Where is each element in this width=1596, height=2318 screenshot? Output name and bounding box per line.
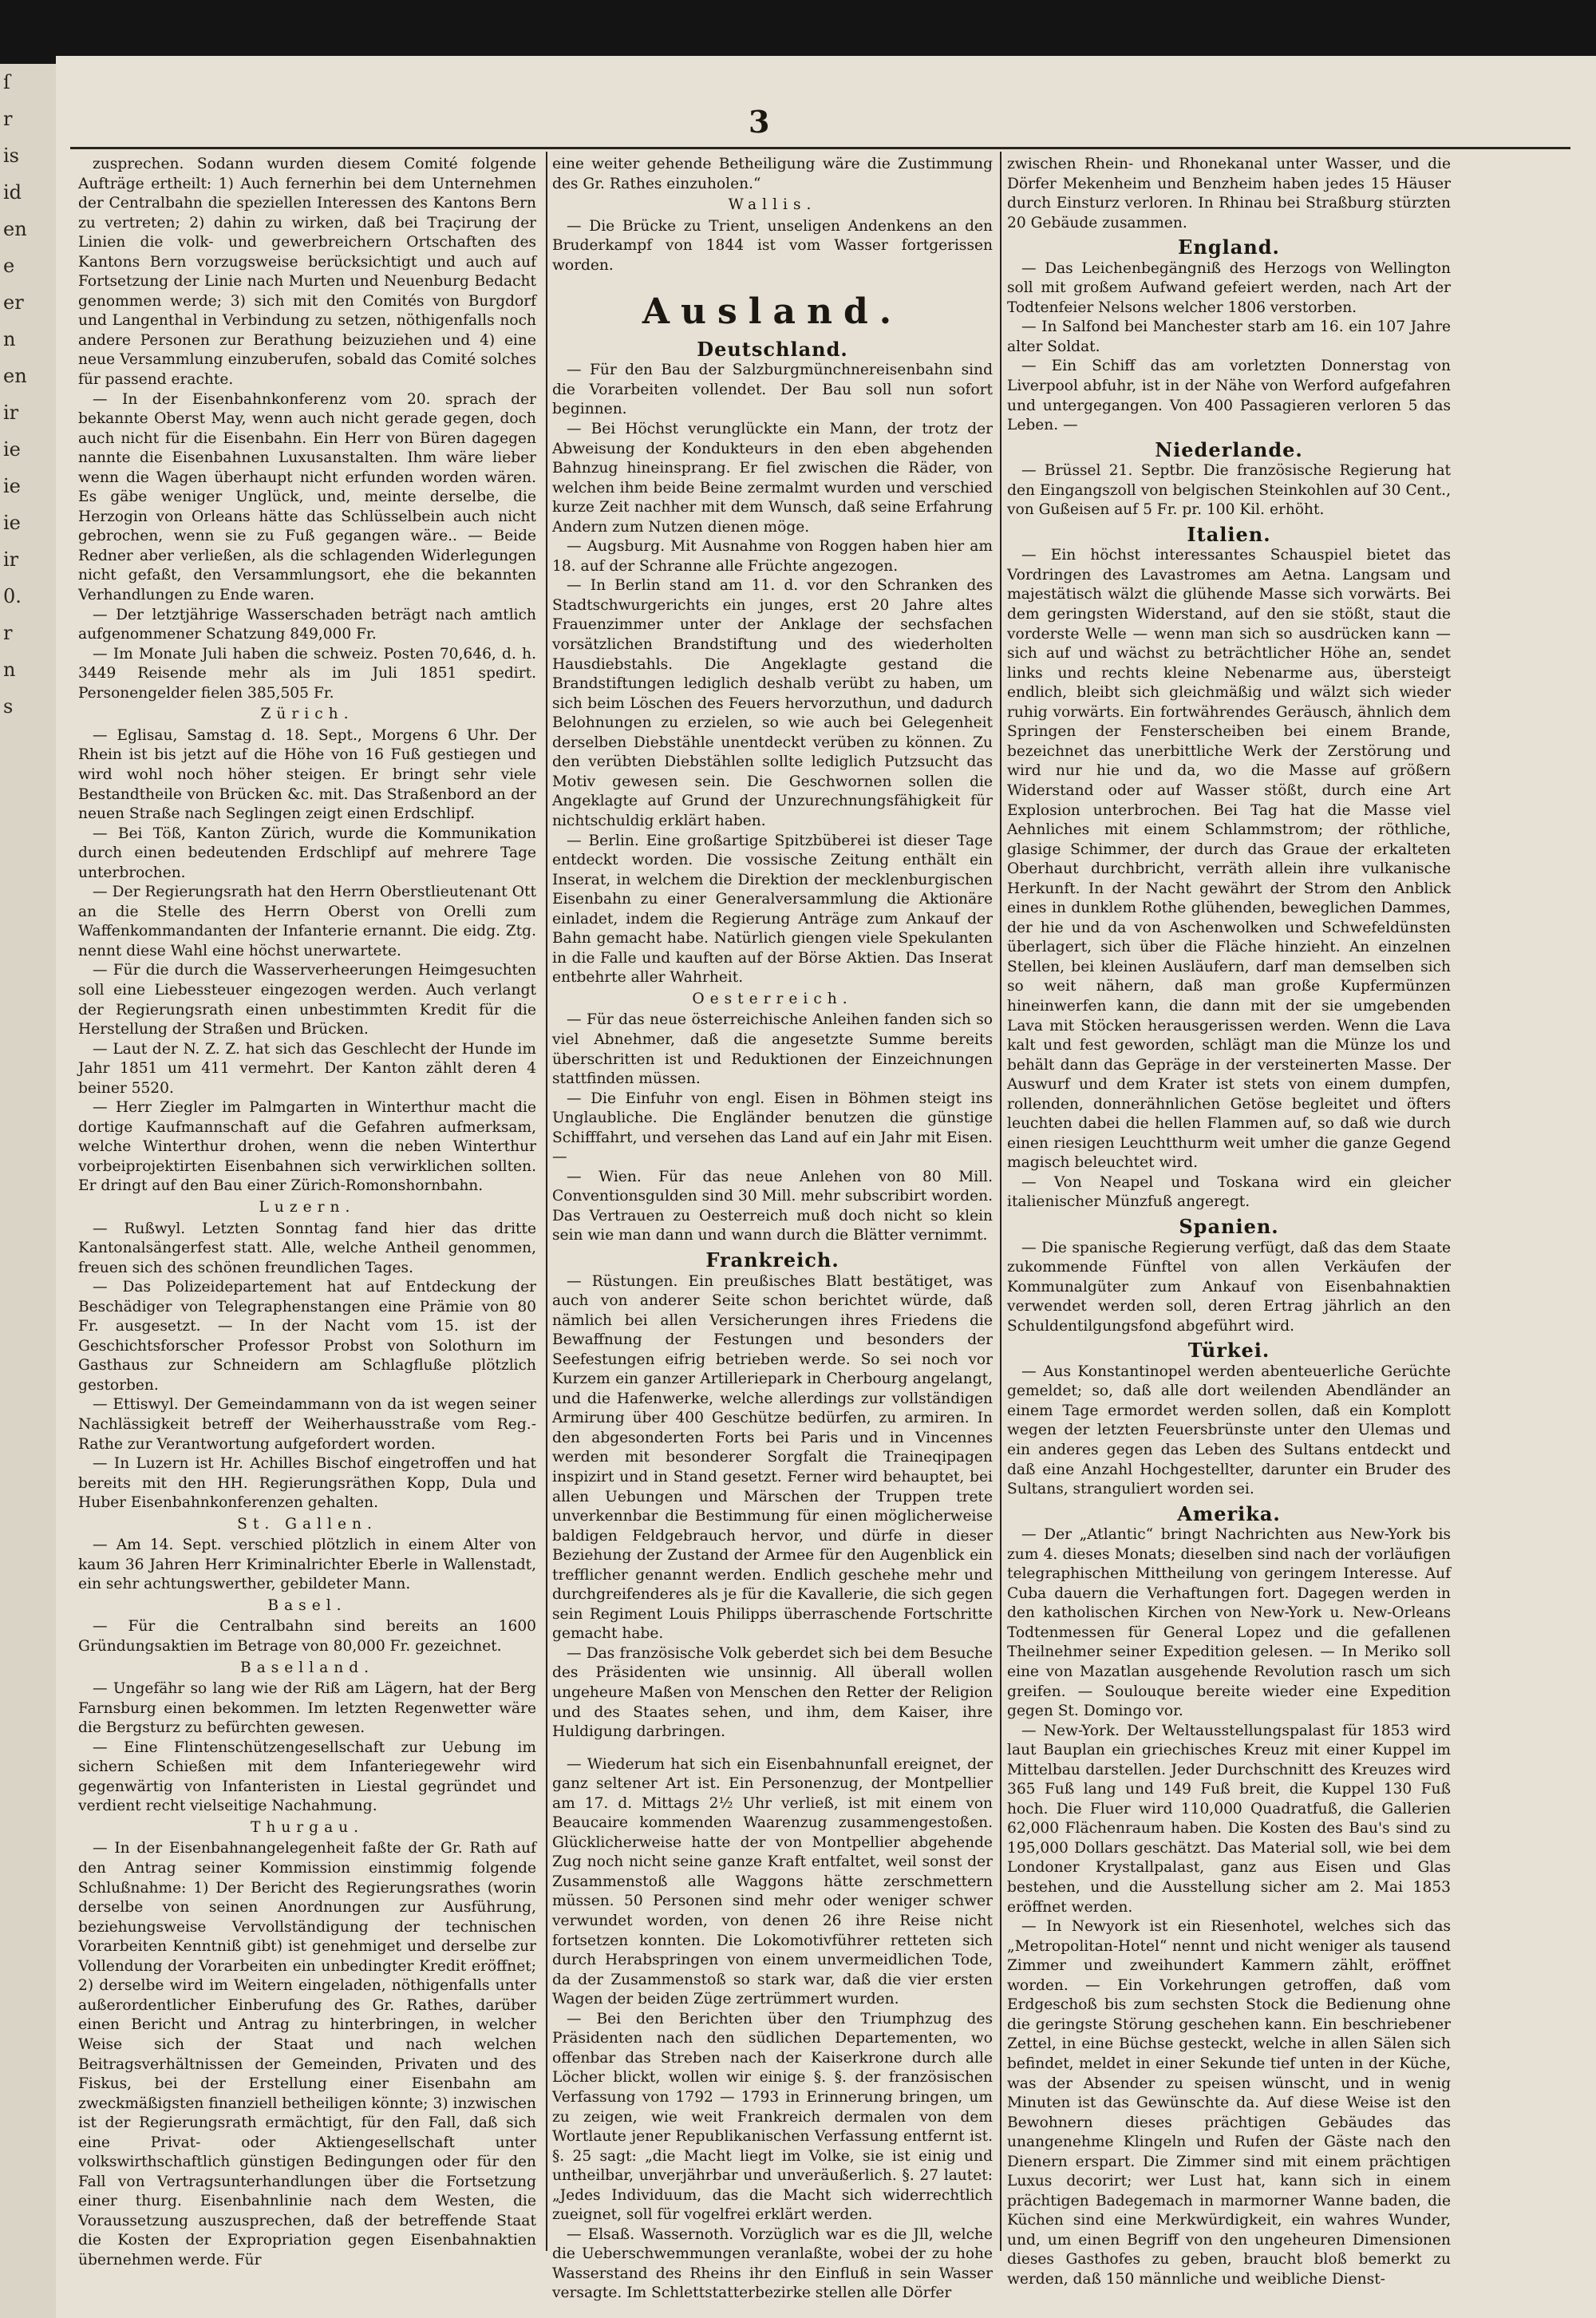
article-paragraph: — New-York. Der Weltausstellungspalast für 1853 wird laut Bauplan ein griechisches Kreuz mit einer Kuppel im Mittelbau darstellen. Jeder Durchschnitt des Kreuzes wird 365 Fuß lang und 149 Fuß breit, die Kuppel 130 Fuß hoch. Die Fluer wird 110,000 Quadratfuß, die Gallerien 62,000 Flächenraum haben. Die Kosten des Bau's sind zu 195,000 Dollars geschätzt. Das Material soll, wie bei dem Londoner Krystallpalast, ganz aus Eisen und Glas bestehen, und die Ausstellung sicher am 2. Mai 1853 eröffnet werden. <box>1007 1722 1451 1916</box>
article-paragraph: — Die Einfuhr von engl. Eisen in Böhmen steigt ins Unglaubliche. Die Engländer benutzen die günstige Schifffahrt, und versehen das Land auf ein Jahr mit Eisen. — <box>552 1090 993 1166</box>
country-heading: England. <box>1178 235 1280 259</box>
article-paragraph: — In Salfond bei Manchester starb am 16. ein 107 Jahre alter Soldat. <box>1007 318 1451 355</box>
article-paragraph: — Rußwyl. Letzten Sonntag fand hier das dritte Kantonalsängerfest statt. Alle, welche Antheil genommen, freuen sich des schönen freundlichen Tages. <box>78 1220 536 1276</box>
canton-heading: St. Gallen. <box>237 1515 377 1533</box>
article-paragraph: — Für das neue österreichische Anleihen fanden sich so viel Abnehmer, daß die angesetzte Summe bereits überschritten ist und Reduktionen der Einzeichnungen stattfinden müssen. <box>552 1011 993 1088</box>
article-paragraph: — Laut der N. Z. Z. hat sich das Geschlecht der Hunde im Jahr 1851 um 411 vermehrt. Der Kanton zählt deren 4 beiner 5520. <box>78 1040 536 1097</box>
top-rule <box>70 147 1570 149</box>
canton-heading: Oesterreich. <box>692 990 853 1007</box>
canton-heading: Wallis. <box>728 196 817 214</box>
canton-heading: Basel. <box>267 1596 347 1614</box>
prev-page-fragment: n <box>3 328 16 350</box>
canton-heading: Baselland. <box>239 1659 375 1676</box>
prev-page-fragment: e <box>3 255 15 277</box>
article-paragraph: — Elsaß. Wassernoth. Vorzüglich war es die Jll, welche die Ueberschwemmungen veranlaßte, wobei der zu hohe Wasserstand des Rheins ihr den Einfluß in sein Wasser versagte. Im Schlettstatterbezirke stellen alle Dörfer <box>552 2225 993 2302</box>
prev-page-fragment: ie <box>3 438 21 461</box>
country-heading: Amerika. <box>1177 1501 1281 1525</box>
prev-page-fragment: ie <box>3 475 21 497</box>
article-paragraph: — Der Regierungsrath hat den Herrn Oberstlieutenant Ott an die Stelle des Herrn Oberst von Orelli zum Waffenkommandanten der Infanterie ernannt. Die eidg. Ztg. nennt diese Wahl eine höchst unerwartete. <box>78 884 536 959</box>
article-paragraph: — Aus Konstantinopel werden abenteuerliche Gerüchte gemeldet; so, daß alle dort weilenden Abendländer an einem Tage ermordet werden sollen, daß ein Komplott wegen der letzten Feuersbrünste unter den Ulemas und ein anderes gegen das Leben des Sultans entdeckt und daß eine Anzahl Hochgestellter, darunter ein Bruder des Sultans, stranguliert worden sei. <box>1007 1363 1451 1498</box>
article-paragraph: — Bei Höchst verunglückte ein Mann, der trotz der Abweisung der Kondukteurs in den eben abgehenden Bahnzug hineinsprang. Er fiel zwischen die Räder, von welchen ihm beide Beine zermalmt wurden und verschied kurze Zeit nachher mit dem Wunsch, daß seine Erfahrung Andern zum Nutzen dienen möge. <box>552 421 993 536</box>
prev-page-fragment: s <box>3 695 14 718</box>
article-paragraph: — Ettiswyl. Der Gemeindammann von da ist wegen seiner Nachlässigkeit betreff der Weiherhausstraße vom Reg.-Rathe zur Verantwortung aufgefordert worden. <box>78 1396 536 1453</box>
prev-page-fragment: en <box>3 218 27 240</box>
section-divider <box>552 1742 993 1755</box>
canton-heading: Luzern. <box>259 1198 356 1216</box>
article-paragraph: — Ungefähr so lang wie der Riß am Lägern, hat der Berg Farnsburg einen bekommen. Im letzten Regenwetter wäre die Bergsturz zu befürchten gewesen. <box>78 1680 536 1737</box>
previous-page-edge <box>0 64 57 2318</box>
country-heading: Spanien. <box>1179 1214 1279 1238</box>
column-3 <box>1007 155 1451 2288</box>
article-paragraph: — Die spanische Regierung verfügt, daß das dem Staate zukommende Fünftel von allen Verkäufen der Kommunalgüter zum Ankauf von Eisenbahnaktien verwendet werden soll, deren Ertrag jährlich an den Schuldentilgungsfond abgeführt wird. <box>1007 1239 1451 1335</box>
article-paragraph: — In der Eisenbahnangelegenheit faßte der Gr. Rath auf den Antrag seiner Kommission einstimmig folgende Schlußnahme: 1) Der Bericht des Regierungsrathes (worin derselbe von seinen Anordnungen zur Ausführung, beziehungsweise Vervollständigung der technischen Vorarbeiten Kenntniß gibt) ist genehmiget und derselbe zur Vollendung der Vorarbeiten ein unbedingter Kredit eröffnet; 2) derselbe wird im Weitern eingeladen, nöthigenfalls unter außerordentlicher Einberufung des Gr. Rathes, darüber einen Bericht und Antrag zu hinterbringen, in welcher Weise sich der Staat und nach welchen Beitragsverhältnissen der Gemeinden, Privaten und des Fiskus, bei der Erstellung einer Eisenbahn am zweckmäßigsten finanziell betheiligen könnte; 3) inzwischen ist der Regierungsrath ermächtigt, für den Fall, daß sich eine Privat- oder Aktiengesellschaft unter volkswirthschaftlich günstigen Bedingungen oder für den Fall von Vertragsunterhandlungen über die Fortsetzung einer thurg. Eisenbahnlinie nach dem Westen, die Voraussetzung auszusprechen, daß der betreffende Staat die Kosten der Expropriation gegen Eisenbahnaktien übernehmen werde. Für <box>78 1840 536 2269</box>
article-paragraph: — Das Leichenbegängniß des Herzogs von Wellington soll mit großem Aufwand gefeiert werden, nach Art der Todtenfeier Nelsons welcher 1806 verstorben. <box>1007 259 1451 316</box>
column-1 <box>78 155 536 2269</box>
article-paragraph: — Das französische Volk geberdet sich bei dem Besuche des Präsidenten wie unsinnig. All überall wollen ungeheure Maßen von Menschen den Retter der Religion und des Staates sehen, und ihm, dem Kaiser, ihre Huldigung darbringen. <box>552 1644 993 1741</box>
article-paragraph: — Bei den Berichten über den Triumphzug des Präsidenten nach den südlichen Departementen, wo offenbar das Streben nach der Kaiserkrone durch alle Löcher blickt, wollen wir einige §. §. der französischen Verfassung von 1792 — 1793 in Erinnerung bringen, um zu zeigen, wie weit Frankreich dermalen von dem Wortlaute jener Republikanischen Verfassung entfernt ist. §. 25 sagt: „die Macht liegt im Volke, sie ist einig und untheilbar, unverjährbar und unveräußerlich. §. 27 lautet: „Jedes Individuum, das die Macht sich widerrechtlich zueignet, soll für vogelfrei erklärt werden. <box>552 2010 993 2224</box>
article-paragraph: — Der „Atlantic“ bringt Nachrichten aus New-York bis zum 4. dieses Monats; dieselben sind nach der vorläufigen telegraphischen Mittheilung von geringem Interesse. Auf Cuba dauern die Verhaftungen fort. Dagegen werden in den katholischen Kirchen von New-York u. New-Orleans Todtenmessen für General Lopez und die gefallenen Theilnehmer seiner Expedition gelesen. — In Meriko soll eine von Mazatlan ausgehende Revolution rasch um sich greifen. — Soulouque bereite wieder eine Expedition gegen St. Domingo vor. <box>1007 1526 1451 1720</box>
country-heading: Frankreich. <box>705 1248 839 1272</box>
prev-page-fragment: 0. <box>3 585 22 607</box>
article-paragraph: zusprechen. Sodann wurden diesem Comité folgende Aufträge ertheilt: 1) Auch fernerhin bei dem Unternehmen der Centralbahn die speziellen Interessen des Kantons Bern zu vertreten; 2) dahin zu wirken, daß bei Traçirung der Linien die volk- und gewerbreichern Ortschaften des Kantons Bern vorzugsweise berücksichtigt und auch auf Fortsetzung der Linie nach Murten und Neuenburg Bedacht genommen werde; 3) sich mit den Comités von Burgdorf und Langenthal in Verbindung zu setzen, nöthigenfalls noch andere Personen zur Berathung beizuziehen und 4) eine neue Versammlung einzuberufen, sobald das Comité solches für passend erachte. <box>78 156 536 389</box>
country-heading: Deutschland. <box>697 337 848 361</box>
article-paragraph: — Am 14. Sept. verschied plötzlich in einem Alter von kaum 36 Jahren Herr Kriminalrichter Eberle in Wallenstadt, ein sehr achtungswerther, gebildeter Mann. <box>78 1537 536 1593</box>
article-paragraph: eine weiter gehende Betheiligung wäre die Zustimmung des Gr. Rathes einzuholen.“ <box>552 156 993 192</box>
prev-page-fragment: r <box>3 622 13 644</box>
article-paragraph: — Augsburg. Mit Ausnahme von Roggen haben hier am 18. auf der Schranne alle Früchte angezogen. <box>552 538 993 575</box>
article-paragraph: — Eine Flintenschützengesellschaft zur Uebung im sichern Schießen mit dem Infanteriegewehr wird gegenwärtig von Infanteristen in Liestal gegründet und verdient recht vielseitige Nachahmung. <box>78 1738 536 1815</box>
article-paragraph: — Wien. Für das neue Anlehen von 80 Mill. Conventionsgulden sind 30 Mill. mehr subscribirt worden. Das Vertrauen zu Oesterreich muß doch nicht so klein sein wie man dann und wann durch die Blätter vernimmt. <box>552 1168 993 1244</box>
article-paragraph: — Ein höchst interessantes Schauspiel bietet das Vordringen des Lavastromes am Aetna. Langsam und majestätisch wälzt die glühende Masse sich vorwärts. Bei dem geringsten Widerstand, auf den sie stößt, staut die vorderste Welle — wenn man sich so ausdrücken kann — sich auf und wächst zu beträchtlicher Höhe an, sendet links und rechts kleine Nebenarme aus, übersteigt endlich, bleibt sich gleichmäßig und wälzt sich wieder ruhig vorwärts. Ein fortwährendes Geräusch, ähnlich dem Springen der Fensterscheiben bei einem Brande, bezeichnet das unerbittliche Werk der Zerstörung und wird nur hie und da, wo die Masse auf größern Widerstand oder auf Wasser stößt, durch eine Art Explosion unterbrochen. Bei Tag hat die Masse viel Aehnliches mit einem Schlammstrom; der röthliche, glasige Schimmer, der durch das Graue der erkalteten Oberhaut durchbricht, verräth allein ihre vulkanische Herkunft. In der Nacht gewährt der Strom den Anblick eines in dunklem Rothe glühenden, beweglichen Dammes, der hie und da von Aschenwolken und Schwefeldünsten überlagert, sich über die Fläche hinzieht. An einzelnen Stellen, bei kleinen Ausläufern, darf man demselben sich so weit nähern, daß man große Kupfermünzen hineinwerfen kann, die dann mit der sie umgebenden Lava mit Stöcken herausgerissen werden. Wenn die Lava kalt und fest geworden, schlägt man die Münze los und behält dann das Gepräge in der versteinerten Masse. Der Auswurf und dem Krater ist stets von einem dumpfen, rollenden, donnerähnlichen Getöse begleitet und öfters leuchten dabei die hellen Flammen auf, so daß wie durch einen riesigen Leuchtthurm weit umher die ganze Gegend magisch beleuchtet wird. <box>1007 547 1451 1172</box>
country-heading: Italien. <box>1187 522 1271 546</box>
article-paragraph: — Eglisau, Samstag d. 18. Sept., Morgens 6 Uhr. Der Rhein ist bis jetzt auf die Höhe von 16 Fuß gestiegen und wird wohl noch höher steigen. Er bringt sehr viele Bestandtheile von Brücken &c. mit. Das Straßenbord an der neuen Straße nach Seglingen zeigt einen Erdschlipf. <box>78 726 536 823</box>
article-paragraph: — Ein Schiff das am vorletzten Donnerstag von Liverpool abfuhr, ist in der Nähe von Werford aufgefahren und untergegangen. Von 400 Passagieren verloren 5 das Leben. — <box>1007 358 1451 434</box>
prev-page-fragment: n <box>3 659 16 681</box>
country-heading: Türkei. <box>1187 1339 1270 1363</box>
canton-heading: Thurgau. <box>250 1818 365 1836</box>
prev-page-fragment: ir <box>3 401 19 424</box>
article-paragraph: — Bei Töß, Kanton Zürich, wurde die Kommunikation durch einen bedeutenden Erdschlipf auf mehrere Tage unterbrochen. <box>78 825 536 881</box>
prev-page-fragment: en <box>3 365 27 387</box>
canton-heading: Zürich. <box>260 706 354 723</box>
prev-page-fragment: id <box>3 181 22 204</box>
article-paragraph: — Brüssel 21. Septbr. Die französische Regierung hat den Eingangszoll von belgischen Steinkohlen auf 30 Cent., von Gußeisen auf 5 Fr. pr. 100 Kil. erhöht. <box>1007 462 1451 519</box>
article-paragraph: zwischen Rhein- und Rhonekanal unter Wasser, und die Dörfer Mekenheim und Benzheim haben jedes 15 Häuser durch Einsturz verloren. In Rhinau bei Straßburg stürzten 20 Gebäude zusammen. <box>1007 156 1451 231</box>
prev-page-fragment: ſ <box>3 71 10 93</box>
prev-page-fragment: ir <box>3 548 19 571</box>
column-2 <box>552 155 993 2302</box>
article-paragraph: — Berlin. Eine großartige Spitzbüberei ist dieser Tage entdeckt worden. Die vossische Zeitung enthält ein Inserat, in welchem die Direktion der mecklenburgischen Eisenbahn zu einer Generalversammlung die Aktionäre einladet, indem die Regierung Anträge zum Ankauf der Bahn gemacht habe. Natürlich giengen viele Spekulanten in die Falle und kauften auf der Börse Aktien. Das Inserat entbehrte aller Wahrheit. <box>552 832 993 987</box>
article-paragraph: — Für die durch die Wasserverheerungen Heimgesuchten soll eine Liebessteuer eingezogen werden. Auch verlangt der Regierungsrath einen unbestimmten Kredit für die Herstellung der Straßen und Brücken. <box>78 962 536 1038</box>
article-paragraph: — In Luzern ist Hr. Achilles Bischof eingetroffen und hat bereits mit den HH. Regierungsräthen Kopp, Dula und Huber Eisenbahnkonferenzen gehalten. <box>78 1455 536 1512</box>
country-heading: Niederlande. <box>1155 437 1303 461</box>
article-paragraph: — Herr Ziegler im Palmgarten in Winterthur macht die dortige Kaufmannschaft auf die Gefahren aufmerksam, welche Winterthur drohen, wenn die neben Winterthur vorbeiprojektirten Eisenbahnen sich verwirklichen sollten. Er dringt auf den Bau einer Zürich-Romonshornbahn. <box>78 1099 536 1195</box>
article-paragraph: — Der letztjährige Wasserschaden beträgt nach amtlich aufgenommener Schatzung 849,000 Fr. <box>78 606 536 643</box>
column-divider-1 <box>546 152 547 2251</box>
article-paragraph: — Rüstungen. Ein preußisches Blatt bestätiget, was auch von anderer Seite schon berichtet würde, daß nämlich bei allen Versicherungen ihres Friedens die Bewaffnung der Festungen und besonders der Seefestungen eifrig betrieben werde. So sei noch vor Kurzem ein ganzer Artilleriepark in Cherbourg angelangt, und die Hafenwerke, welche allerdings zur vollständigen Armirung über 400 Geschütze bedürfen, zu armiren. In den abgesonderten Forts bei Paris und in Vincennes werden mit besonderer Sorgfalt die Traineqipagen inspizirt und in Stand gesetzt. Ferner wird behauptet, bei allen Uebungen und Märschen der Truppen trete unverkennbar die Bestimmung für einen möglicherweise baldigen Feldgebrauch hervor, und dürfe in dieser Beziehung der Zustand der Armee für den Augenblick ein trefflicher genannt werden. Endlich geschehe mehr und durchgreifenderes als je für die Kavallerie, die sich gegen sein Regiment Louis Philipps überraschende Fortschritte gemacht habe. <box>552 1272 993 1643</box>
article-paragraph: — Von Neapel und Toskana wird ein gleicher italienischer Münzfuß angeregt. <box>1007 1173 1451 1211</box>
article-paragraph: — Für den Bau der Salzburgmünchnereisenbahn sind die Vorarbeiten vollendet. Der Bau soll nun sofort beginnen. <box>552 362 993 418</box>
article-paragraph: — In der Eisenbahnkonferenz vom 20. sprach der bekannte Oberst May, wenn auch nicht gerade gegen, doch auch nicht für die Eisenbahn. Ein Herr von Büren dagegen nannte die Eisenbahnen Luxusanstalten. Ihm wäre lieber wenn die Wagen überhaupt nicht erfunden worden wären. Es gäbe weniger Unglück, und, meinte derselbe, die Herzogin von Orleans hätte das Schlüsselbein auch nicht gebrochen, wenn sie zu Fuß gegangen wäre.. — Beide Redner aber verließen, als die schlagenden Widerlegungen nicht gefaßt, den Versammlungsort, ehe die bekannten Verhandlungen zu Ende waren. <box>78 390 536 604</box>
article-paragraph: — Für die Centralbahn sind bereits an 1600 Gründungsaktien im Betrage von 80,000 Fr. gezeichnet. <box>78 1618 536 1655</box>
article-paragraph: — Das Polizeidepartement hat auf Entdeckung der Beschädiger von Telegraphenstangen eine Prämie von 80 Fr. ausgesetzt. — In der Nacht vom 15. ist der Geschichtsforscher Professor Probst von Solothurn im Gasthaus zur Schneidern am Schlagfluße plötzlich gestorben. <box>78 1279 536 1394</box>
prev-page-fragment: r <box>3 108 13 130</box>
article-paragraph: — Wiederum hat sich ein Eisenbahnunfall ereignet, der ganz seltener Art ist. Ein Personenzug, der Montpellier am 17. d. Mittags 2½ Uhr verließ, ist mit einem von Beaucaire kommenden Waarenzug zusammengestoßen. Glücklicherweise hatte der von Montpellier abgehende Zug noch nicht seine ganze Kraft entfaltet, weil sonst der Zusammenstoß alle Waggons hätte zerschmettern müssen. 50 Personen sind mehr oder weniger schwer verwundet worden, von denen 26 ihre Reise nicht fortsetzen konnten. Die Lokomotivführer retteten sich durch Herabspringen von einem unvermeidlichen Tode, da der Zusammenstoß so stark war, daß die vier ersten Wagen der beiden Züge zertrümmert wurden. <box>552 1755 993 2008</box>
column-divider-2 <box>1000 152 1001 2251</box>
prev-page-fragment: is <box>3 144 19 167</box>
prev-page-fragment: ie <box>3 512 21 534</box>
section-heading-ausland: Ausland. <box>642 291 903 333</box>
article-paragraph: — Im Monate Juli haben die schweiz. Posten 70,646, d. h. 3449 Reisende mehr als im Juli 1851 spedirt. Personengelder fielen 385,505 Fr. <box>78 645 536 702</box>
page-number: 3 <box>749 104 770 140</box>
prev-page-fragment: er <box>3 291 24 314</box>
article-paragraph: — In Newyork ist ein Riesenhotel, welches sich das „Metropolitan-Hotel“ nennt und nicht weniger als tausend Zimmer und zweihundert Kammern zählt, eröffnet worden. — Ein Vorkehrungen getroffen, daß vom Erdgeschoß bis zum sechsten Stock die Bedienung ohne die geringste Störung geschehen kann. Ein beschriebener Zettel, in eine Büchse gesteckt, welche in allen Sälen sich befindet, meldet in einer Sekunde tief unten in der Küche, was der Absender zu speisen wünscht, und in wenig Minuten ist das Gewünschte da. Auf diese Weise ist den Bewohnern dieses prächtigen Gebäudes das unangenehme Klingeln und Rufen der Gäste nach den Dienern erspart. Die Zimmer sind mit einem prächtigen Luxus decorirt; wer Lust hat, kann sich in einem prächtigen Badegemach in marmorner Wanne baden, die Küchen sind eine Merkwürdigkeit, ein wahres Wunder, und, um einen Begriff von den ungeheuren Dimensionen dieses Gasthofes zu geben, braucht bloß bemerkt zu werden, daß 150 männliche und weibliche Dienst- <box>1007 1918 1451 2288</box>
article-paragraph: — Die Brücke zu Trient, unseligen Andenkens an den Bruderkampf von 1844 ist vom Wasser fortgerissen worden. <box>552 217 993 274</box>
article-paragraph: — In Berlin stand am 11. d. vor den Schranken des Stadtschwurgerichts ein junges, erst 20 Jahre altes Frauenzimmer unter der Anklage der sechsfachen vorsätzlichen Brandstiftung und des wiederholten Hausdiebstahls. Die Angeklagte gestand die Brandstiftungen lediglich deshalb verübt zu haben, um sich beim Löschen des Feuers hervorzuthun, und dadurch Belohnungen zu erzielen, so wie auch bei Gelegenheit derselben Diebstähle unentdeckt verüben zu können. Zu den verübten Diebstählen sollte lediglich Putzsucht das Motiv gewesen sein. Die Geschwornen sollen die Angeklagte auf Grund der Unzurechnungsfähigkeit für nichtschuldig erklärt haben. <box>552 577 993 829</box>
